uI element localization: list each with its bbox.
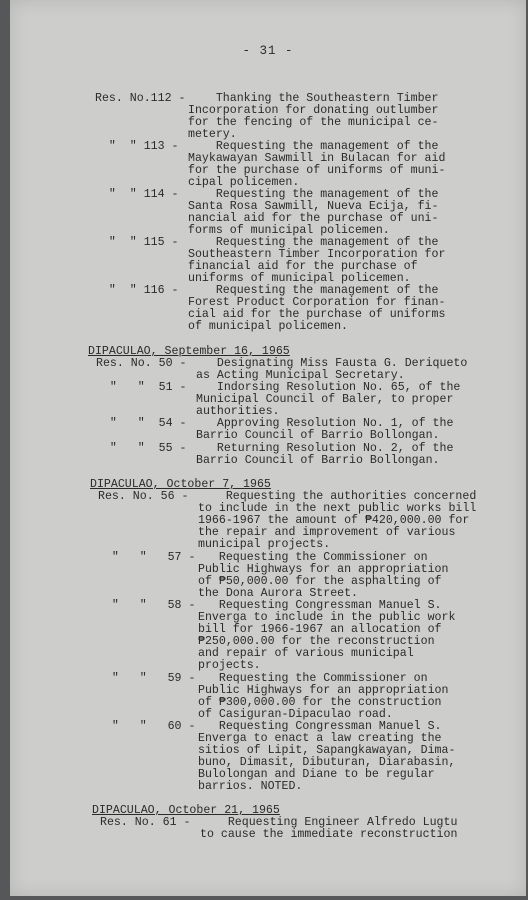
resolution-label: " " 115 - bbox=[95, 236, 179, 249]
section-heading: DIPACULAO, September 16, 1965 bbox=[88, 345, 290, 358]
resolution-line: to include in the next public works bill bbox=[198, 502, 477, 515]
resolution-line: Public Highways for an appropriation bbox=[198, 563, 449, 576]
resolution-label: " " 58 - bbox=[98, 599, 196, 612]
resolution-line: authorities. bbox=[196, 405, 280, 418]
resolution-label: " " 55 - bbox=[96, 442, 187, 455]
resolution-line: metery. bbox=[188, 128, 237, 141]
resolution-line: projects. bbox=[198, 659, 261, 672]
resolution-line: Requesting Congressman Manuel S. bbox=[198, 599, 442, 612]
resolution-line: of Casiguran-Dipaculao road. bbox=[198, 708, 393, 721]
resolution-line: financial aid for the purchase of bbox=[188, 260, 418, 273]
resolution-label: Res. No.112 - bbox=[95, 92, 186, 105]
resolution-label: " " 51 - bbox=[96, 381, 187, 394]
resolution-label: " " 59 - bbox=[98, 672, 196, 685]
resolution-line: of municipal policemen. bbox=[188, 320, 349, 333]
resolution-line: of ₱50,000.00 for the asphalting of bbox=[198, 575, 442, 588]
resolution-line: Approving Resolution No. 1, of the bbox=[196, 417, 454, 430]
resolution-line: Thanking the Southeastern Timber bbox=[188, 92, 439, 105]
resolution-line: Requesting the management of the bbox=[188, 236, 439, 249]
resolution-line: Barrio Council of Barrio Bollongan. bbox=[196, 454, 440, 467]
resolution-line: Returning Resolution No. 2, of the bbox=[196, 442, 454, 455]
resolution-line: for the purchase of uniforms of muni- bbox=[188, 164, 446, 177]
resolution-line: the Dona Aurora Street. bbox=[198, 587, 359, 600]
resolution-line: Requesting the Commissioner on bbox=[198, 551, 428, 564]
resolution-label: Res. No. 61 - bbox=[100, 816, 191, 829]
section-heading: DIPACULAO, October 7, 1965 bbox=[90, 478, 271, 491]
resolution-line: Requesting Congressman Manuel S. bbox=[198, 720, 442, 733]
resolution-line: cial aid for the purchase of uniforms bbox=[188, 308, 446, 321]
resolution-line: Santa Rosa Sawmill, Nueva Ecija, fi- bbox=[188, 200, 439, 213]
resolution-line: sitios of Lipit, Sapangkawayan, Dima- bbox=[198, 744, 456, 757]
resolution-line: for the fencing of the municipal ce- bbox=[188, 116, 439, 129]
resolution-line: Maykawayan Sawmill in Bulacan for aid bbox=[188, 152, 446, 165]
resolution-line: Requesting the management of the bbox=[188, 140, 439, 153]
resolution-line: as Acting Municipal Secretary. bbox=[196, 369, 405, 382]
resolution-line: Enverga to enact a law creating the bbox=[198, 732, 442, 745]
resolution-line: Designating Miss Fausta G. Deriqueto bbox=[196, 357, 468, 370]
resolution-line: Requesting the Commissioner on bbox=[198, 672, 428, 685]
resolution-label: Res. No. 56 - bbox=[98, 490, 189, 503]
resolution-line: Barrio Council of Barrio Bollongan. bbox=[196, 429, 440, 442]
resolution-line: cipal policemen. bbox=[188, 176, 300, 189]
resolution-line: bill for 1966-1967 an allocation of bbox=[198, 623, 442, 636]
resolution-line: Enverga to include in the public work bbox=[198, 611, 456, 624]
resolution-line: of ₱300,000.00 for the construction bbox=[198, 696, 442, 709]
resolution-line: Public Highways for an appropriation bbox=[198, 684, 449, 697]
section-heading: DIPACULAO, October 21, 1965 bbox=[92, 804, 280, 817]
resolution-line: Bulolongan and Diane to be regular bbox=[198, 768, 435, 781]
document-page bbox=[10, 0, 526, 896]
resolution-line: 1966-1967 the amount of ₱420,000.00 for bbox=[198, 514, 470, 527]
resolution-label: " " 114 - bbox=[95, 188, 179, 201]
resolution-line: the repair and improvement of various bbox=[198, 526, 456, 539]
resolution-line: nancial aid for the purchase of uni- bbox=[188, 212, 439, 225]
resolution-line: uniforms of municipal policemen. bbox=[188, 272, 411, 285]
resolution-line: Requesting the management of the bbox=[188, 284, 439, 297]
resolution-line: buno, Dimasit, Dibuturan, Diarabasin, bbox=[198, 756, 456, 769]
resolution-line: Requesting the authorities concerned bbox=[198, 490, 477, 503]
resolution-label: Res. No. 50 - bbox=[96, 357, 187, 370]
resolution-label: " " 57 - bbox=[98, 551, 196, 564]
resolution-line: Forest Product Corporation for finan- bbox=[188, 296, 446, 309]
resolution-label: " " 60 - bbox=[98, 720, 196, 733]
resolution-line: and repair of various municipal bbox=[198, 647, 414, 660]
resolution-line: Requesting the management of the bbox=[188, 188, 439, 201]
resolution-line: to cause the immediate reconstruction bbox=[200, 828, 458, 841]
resolution-line: forms of municipal policemen. bbox=[188, 224, 390, 237]
resolution-line: Incorporation for donating outlumber bbox=[188, 104, 439, 117]
resolution-line: Requesting Engineer Alfredo Lugtu bbox=[200, 816, 458, 829]
resolution-label: " " 54 - bbox=[96, 417, 187, 430]
resolution-line: municipal projects. bbox=[198, 538, 331, 551]
resolution-line: ₱250,000.00 for the reconstruction bbox=[198, 635, 435, 648]
resolution-line: Municipal Council of Baler, to proper bbox=[196, 393, 454, 406]
resolution-line: Southeastern Timber Incorporation for bbox=[188, 248, 446, 261]
resolution-line: Indorsing Resolution No. 65, of the bbox=[196, 381, 461, 394]
resolution-label: " " 116 - bbox=[95, 284, 179, 297]
page-number: - 31 - bbox=[242, 44, 294, 58]
resolution-line: barrios. NOTED. bbox=[198, 780, 303, 793]
resolution-label: " " 113 - bbox=[95, 140, 179, 153]
